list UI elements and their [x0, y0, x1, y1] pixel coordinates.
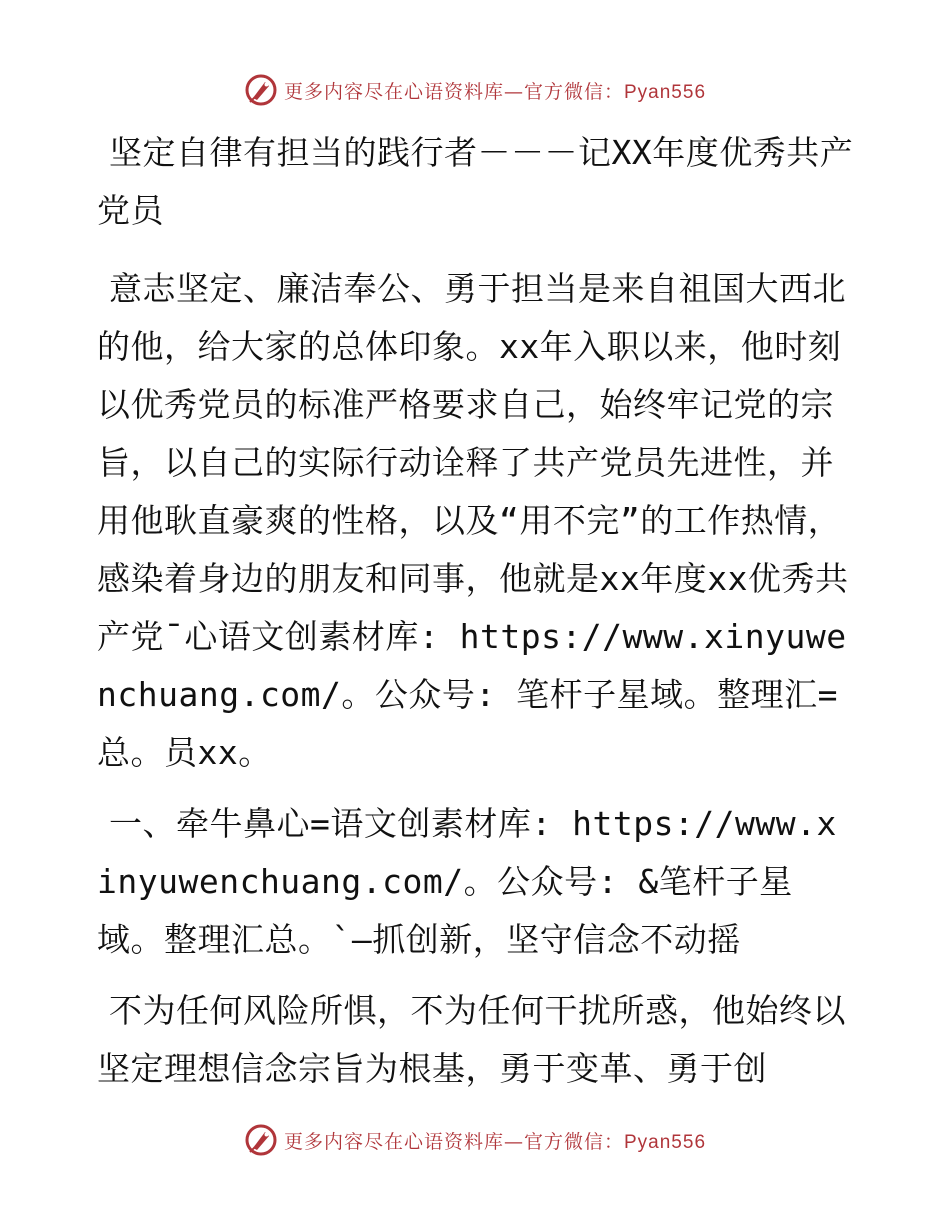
header-banner: [0, 70, 950, 110]
pen-nib-logo-icon: [244, 73, 278, 107]
paragraph-intro: 意志坚定、廉洁奉公、勇于担当是来自祖国大西北的他，给大家的总体印象。xx年入职以来，他时刻以优秀党员的标准严格要求自己，始终牢记党的宗旨，以自己的实际行动诠释了共产党员先进性，并用他耿直豪爽的性格，以及“用不完”的工作热情，感染着身边的朋友和同事，他就是xx年度xx优秀共产党¯心语文创素材库: https://www.xinyuwenchuang.com/。公众号: 笔杆子星域。整理汇=总。员xx。: [97, 269, 849, 772]
footer-banner: [0, 1120, 950, 1160]
banner-account: Pyan556: [624, 81, 707, 103]
banner-account: Pyan556: [624, 1131, 707, 1153]
document-body: [97, 124, 857, 1111]
banner-text: 更多内容尽在心语资料库—官方微信：Pyan556: [283, 1130, 707, 1153]
paragraph-section-one-heading: 一、牵牛鼻心=语文创素材库: https://www.xinyuwenchuang.com/。公众号: &笔杆子星域。整理汇总。`—抓创新，坚守信念不动摇: [97, 804, 837, 959]
banner-text: 更多内容尽在心语资料库—官方微信：Pyan556: [283, 80, 707, 103]
paragraph-section-one-body: 不为任何风险所惧，不为任何干扰所惑，他始终以坚定理想信念宗旨为根基，勇于变革、勇于创: [97, 991, 846, 1088]
document-title: 坚定自律有担当的践行者－－－记XX年度优秀共产党员: [97, 133, 854, 230]
pen-nib-logo-icon: [244, 1123, 278, 1157]
